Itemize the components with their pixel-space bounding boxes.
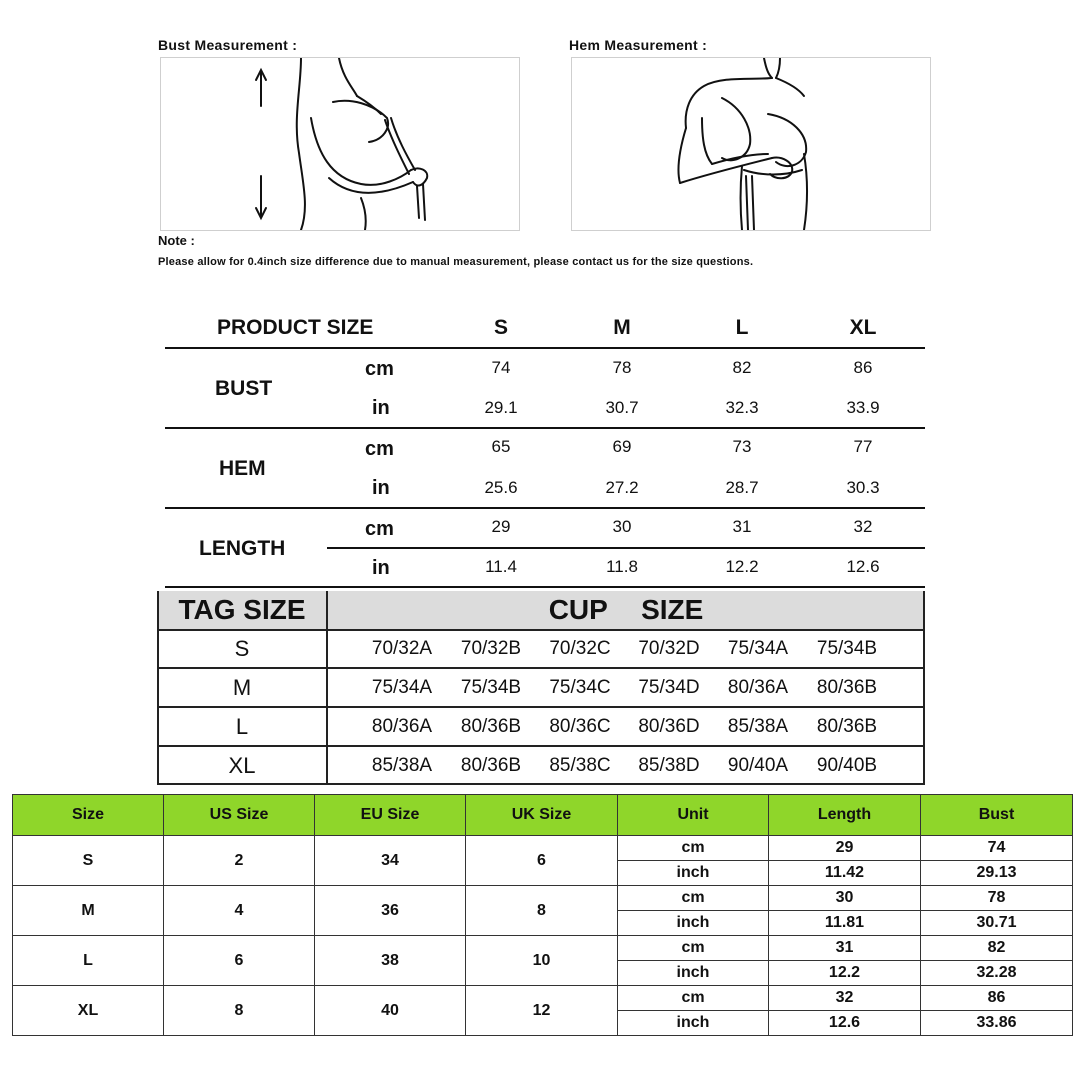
cup-cell: 75/34A bbox=[371, 677, 433, 698]
length-in-s: 11.4 bbox=[485, 557, 517, 576]
divider bbox=[157, 706, 925, 708]
length-cell: 11.81 bbox=[769, 911, 921, 936]
uk-size-cell: 10 bbox=[466, 936, 618, 986]
length-in-xl: 12.6 bbox=[846, 557, 880, 576]
bust-in-s: 29.1 bbox=[484, 398, 518, 417]
length-in-m: 11.8 bbox=[606, 557, 638, 576]
bust-measurement-illustration bbox=[160, 57, 520, 231]
bust-in-m: 30.7 bbox=[605, 398, 639, 417]
cup-cell: 80/36C bbox=[549, 716, 611, 737]
unit-cm: cm bbox=[365, 358, 394, 380]
hem-in-xl: 30.3 bbox=[846, 478, 880, 497]
unit-cm: cm bbox=[365, 518, 394, 540]
unit-in: in bbox=[372, 397, 390, 419]
bust-cm-m: 78 bbox=[612, 358, 632, 377]
row-label-bust: BUST bbox=[215, 377, 273, 400]
tag-size-header: TAG SIZE bbox=[178, 594, 306, 625]
tag-size-s: S bbox=[234, 636, 250, 661]
eu-size-cell: 40 bbox=[315, 986, 466, 1036]
size-cell: L bbox=[13, 936, 164, 986]
unit-cell: inch bbox=[618, 911, 769, 936]
tag-size-l: L bbox=[235, 714, 249, 739]
cup-cell: 80/36B bbox=[816, 716, 878, 737]
unit-cell: cm bbox=[618, 836, 769, 861]
divider bbox=[165, 586, 925, 588]
header-size: Size bbox=[13, 795, 164, 836]
us-size-cell: 2 bbox=[164, 836, 315, 886]
bust-cell: 29.13 bbox=[921, 861, 1073, 886]
hem-cm-m: 69 bbox=[612, 437, 632, 456]
unit-cell: inch bbox=[618, 861, 769, 886]
length-cell: 11.42 bbox=[769, 861, 921, 886]
hem-measurement-label: Hem Measurement : bbox=[569, 37, 708, 53]
hem-figure-drawing bbox=[572, 58, 930, 230]
header-uk-size: UK Size bbox=[466, 795, 618, 836]
length-cm-s: 29 bbox=[491, 517, 511, 536]
unit-cell: cm bbox=[618, 986, 769, 1011]
international-size-table bbox=[12, 794, 1073, 1036]
divider bbox=[327, 547, 925, 549]
unit-in: in bbox=[372, 557, 390, 579]
bust-cell: 78 bbox=[921, 886, 1073, 911]
cup-size-header: CUP SIZE bbox=[548, 594, 704, 625]
bust-cell: 33.86 bbox=[921, 1011, 1073, 1036]
uk-size-cell: 8 bbox=[466, 886, 618, 936]
length-cell: 12.6 bbox=[769, 1011, 921, 1036]
hem-cm-l: 73 bbox=[732, 437, 752, 456]
bust-in-xl: 33.9 bbox=[846, 398, 880, 417]
bust-cell: 86 bbox=[921, 986, 1073, 1011]
hem-cm-xl: 77 bbox=[853, 437, 873, 456]
cup-cell: 85/38A bbox=[371, 755, 433, 776]
bust-cm-l: 82 bbox=[732, 358, 752, 377]
length-cm-l: 31 bbox=[732, 517, 752, 536]
hem-in-s: 25.6 bbox=[484, 478, 518, 497]
cup-cell: 85/38A bbox=[727, 716, 789, 737]
cup-cell: 80/36B bbox=[816, 677, 878, 698]
note-title: Note : bbox=[158, 233, 195, 248]
cup-cell: 75/34A bbox=[727, 638, 789, 659]
cup-cell: 80/36B bbox=[460, 716, 522, 737]
us-size-cell: 6 bbox=[164, 936, 315, 986]
hem-in-l: 28.7 bbox=[725, 478, 759, 497]
eu-size-cell: 36 bbox=[315, 886, 466, 936]
eu-size-cell: 34 bbox=[315, 836, 466, 886]
divider bbox=[165, 507, 925, 509]
divider bbox=[165, 427, 925, 429]
cup-cell: 80/36A bbox=[371, 716, 433, 737]
cup-cell: 70/32D bbox=[638, 638, 700, 659]
bust-in-l: 32.3 bbox=[725, 398, 759, 417]
header-us-size: US Size bbox=[164, 795, 315, 836]
size-cell: M bbox=[13, 886, 164, 936]
uk-size-cell: 12 bbox=[466, 986, 618, 1036]
bust-cell: 82 bbox=[921, 936, 1073, 961]
table-row bbox=[13, 986, 1073, 1011]
note-text: Please allow for 0.4inch size difference due to manual measurement, please contact us for the size questions. bbox=[158, 256, 754, 268]
tag-size-m: M bbox=[232, 675, 252, 700]
unit-cell: inch bbox=[618, 961, 769, 986]
uk-size-cell: 6 bbox=[466, 836, 618, 886]
table-row bbox=[13, 886, 1073, 911]
bust-figure-drawing bbox=[161, 58, 519, 230]
cup-cell: 80/36A bbox=[727, 677, 789, 698]
length-cell: 32 bbox=[769, 986, 921, 1011]
cup-cell: 70/32B bbox=[460, 638, 522, 659]
length-in-l: 12.2 bbox=[725, 557, 759, 576]
length-cell: 12.2 bbox=[769, 961, 921, 986]
bust-cell: 32.28 bbox=[921, 961, 1073, 986]
eu-size-cell: 38 bbox=[315, 936, 466, 986]
cup-cell: 90/40B bbox=[816, 755, 878, 776]
row-label-length: LENGTH bbox=[199, 537, 286, 560]
unit-cell: inch bbox=[618, 1011, 769, 1036]
divider bbox=[157, 745, 925, 747]
length-cm-xl: 32 bbox=[853, 517, 873, 536]
us-size-cell: 4 bbox=[164, 886, 315, 936]
cup-cell: 75/34B bbox=[460, 677, 522, 698]
header-eu-size: EU Size bbox=[315, 795, 466, 836]
cup-cell: 70/32A bbox=[371, 638, 433, 659]
cup-cell: 80/36B bbox=[460, 755, 522, 776]
cup-cell: 75/34D bbox=[638, 677, 700, 698]
hem-in-m: 27.2 bbox=[605, 478, 639, 497]
size-header-xl: XL bbox=[849, 316, 877, 339]
divider bbox=[157, 629, 925, 631]
size-header-m: M bbox=[613, 316, 631, 339]
table-header-row bbox=[13, 795, 1073, 836]
tag-size-xl: XL bbox=[228, 753, 256, 778]
cup-cell: 75/34B bbox=[816, 638, 878, 659]
product-size-header: PRODUCT SIZE bbox=[217, 316, 374, 339]
bust-cm-s: 74 bbox=[491, 358, 511, 377]
bust-cell: 74 bbox=[921, 836, 1073, 861]
size-header-s: S bbox=[493, 316, 508, 339]
divider bbox=[165, 347, 925, 349]
cup-cell: 85/38C bbox=[549, 755, 611, 776]
unit-in: in bbox=[372, 477, 390, 499]
unit-cell: cm bbox=[618, 886, 769, 911]
cup-cell: 75/34C bbox=[549, 677, 611, 698]
unit-cell: cm bbox=[618, 936, 769, 961]
us-size-cell: 8 bbox=[164, 986, 315, 1036]
length-cell: 29 bbox=[769, 836, 921, 861]
hem-cm-s: 65 bbox=[491, 437, 511, 456]
table-row bbox=[13, 836, 1073, 861]
bust-measurement-label: Bust Measurement : bbox=[158, 37, 298, 53]
size-cell: XL bbox=[13, 986, 164, 1036]
size-cell: S bbox=[13, 836, 164, 886]
row-label-hem: HEM bbox=[219, 457, 266, 480]
header-unit: Unit bbox=[618, 795, 769, 836]
bust-cell: 30.71 bbox=[921, 911, 1073, 936]
length-cell: 31 bbox=[769, 936, 921, 961]
cup-cell: 70/32C bbox=[549, 638, 611, 659]
table-row bbox=[13, 936, 1073, 961]
divider bbox=[157, 667, 925, 669]
length-cm-m: 30 bbox=[612, 517, 632, 536]
header-length: Length bbox=[769, 795, 921, 836]
length-cell: 30 bbox=[769, 886, 921, 911]
header-bust: Bust bbox=[921, 795, 1073, 836]
cup-cell: 90/40A bbox=[727, 755, 789, 776]
cup-cell: 80/36D bbox=[638, 716, 700, 737]
unit-cm: cm bbox=[365, 438, 394, 460]
cup-cell: 85/38D bbox=[638, 755, 700, 776]
size-header-l: L bbox=[735, 316, 749, 339]
hem-measurement-illustration bbox=[571, 57, 931, 231]
tag-size-table bbox=[157, 591, 925, 785]
bust-cm-xl: 86 bbox=[853, 358, 873, 377]
product-size-table bbox=[165, 306, 925, 588]
